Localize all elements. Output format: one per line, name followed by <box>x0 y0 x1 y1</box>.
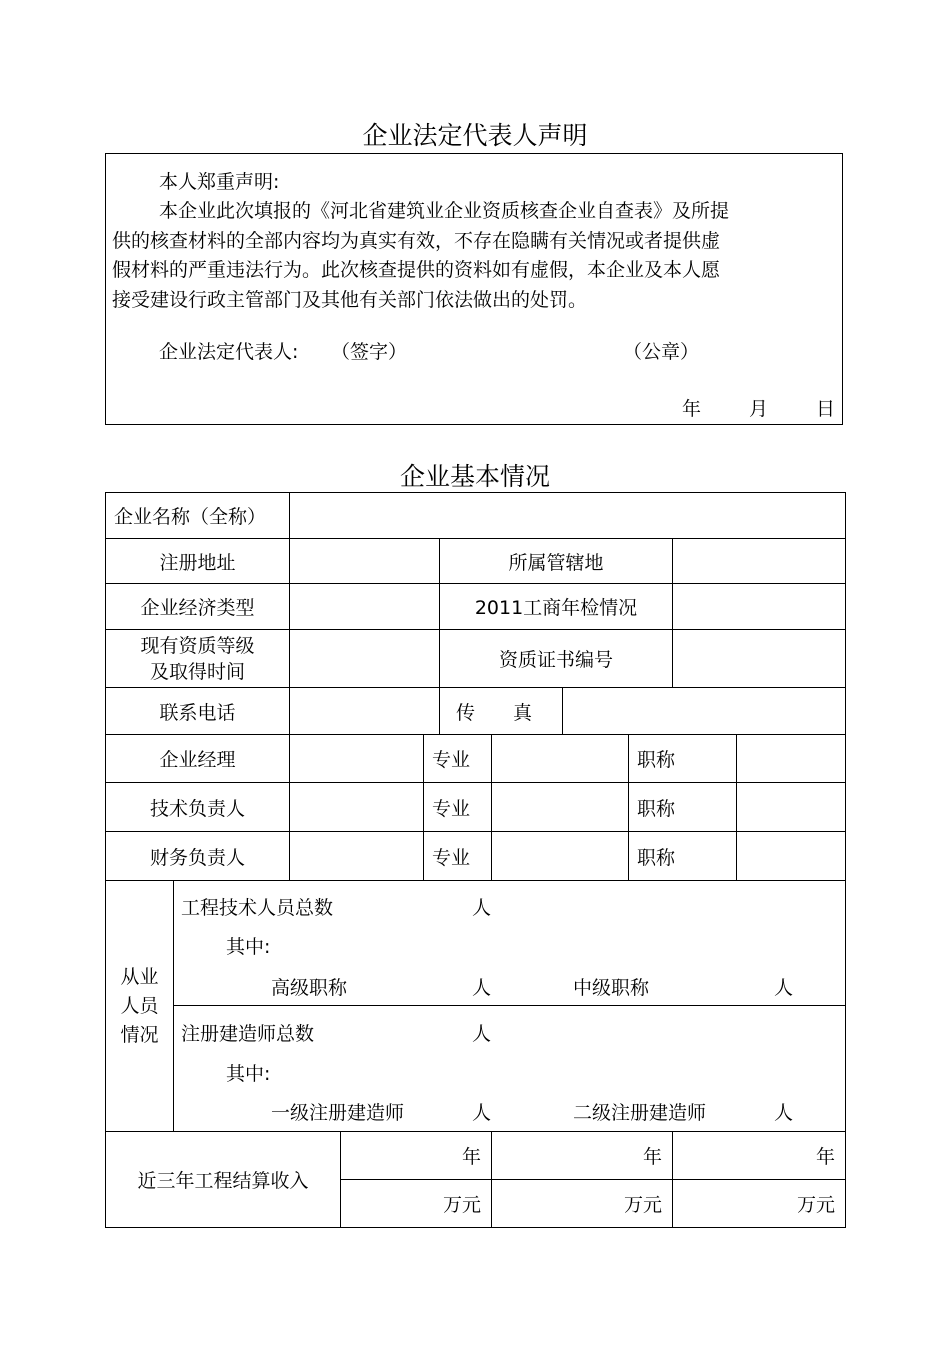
table-row <box>106 688 846 735</box>
constructor-of-which-label: 其中: <box>226 1063 271 1085</box>
qualification-value[interactable] <box>290 630 440 688</box>
fax-value[interactable] <box>563 688 846 735</box>
tech-lead-major-label: 专业 <box>424 783 492 832</box>
finance-lead-major-label: 专业 <box>424 832 492 881</box>
table-row <box>106 832 846 881</box>
table-row <box>106 539 846 584</box>
manager-major-value[interactable] <box>492 735 629 783</box>
phone-label: 联系电话 <box>106 688 290 735</box>
finance-lead-title-label: 职称 <box>629 832 737 881</box>
staff-section-label <box>106 881 174 1132</box>
table-row <box>106 584 846 630</box>
income-amount-1[interactable]: 万元 <box>341 1180 492 1228</box>
reg-address-value[interactable] <box>290 539 440 584</box>
senior-title-label: 高级职称 <box>271 977 348 999</box>
tech-lead-title-value[interactable] <box>737 783 846 832</box>
company-name-value[interactable] <box>290 493 846 539</box>
middle-title-unit: 人 <box>774 977 794 999</box>
tech-lead-title-label: 职称 <box>629 783 737 832</box>
econ-type-value[interactable] <box>290 584 440 630</box>
legal-rep-label: 企业法定代表人: <box>159 341 299 363</box>
income-label: 近三年工程结算收入 <box>106 1132 341 1228</box>
jurisdiction-value[interactable] <box>673 539 846 584</box>
staff-section-label-line-1: 从业 <box>120 965 159 988</box>
date-month-label: 月 <box>749 398 769 420</box>
declaration-title: 企业法定代表人声明 <box>362 121 588 150</box>
declaration-line-1: 本企业此次填报的《河北省建筑业企业资质核查企业自查表》及所提 <box>159 200 730 222</box>
table-row <box>106 493 846 539</box>
senior-title-unit: 人 <box>472 977 492 999</box>
table-row <box>106 1006 846 1132</box>
table-row <box>106 1132 846 1180</box>
income-year-3[interactable]: 年 <box>673 1132 846 1180</box>
date-year-label: 年 <box>682 398 702 420</box>
basic-info-title: 企业基本情况 <box>399 462 550 491</box>
company-name-label: 企业名称（全称） <box>106 493 290 539</box>
manager-major-label: 专业 <box>424 735 492 783</box>
jurisdiction-label: 所属管辖地 <box>440 539 673 584</box>
manager-title-value[interactable] <box>737 735 846 783</box>
cert-no-label: 资质证书编号 <box>440 630 673 688</box>
finance-lead-major-value[interactable] <box>492 832 629 881</box>
constructor-total-label: 注册建造师总数 <box>181 1023 315 1045</box>
first-class-constructor-label: 一级注册建造师 <box>271 1102 405 1124</box>
manager-title-label: 职称 <box>629 735 737 783</box>
qualification-label <box>106 630 290 688</box>
finance-lead-title-value[interactable] <box>737 832 846 881</box>
declaration-line-4: 接受建设行政主管部门及其他有关部门依法做出的处罚。 <box>112 289 588 311</box>
constructor-staff-cell <box>174 1006 846 1132</box>
second-class-constructor-label: 二级注册建造师 <box>573 1102 707 1124</box>
income-year-2[interactable]: 年 <box>492 1132 673 1180</box>
tech-lead-value[interactable] <box>290 783 424 832</box>
declaration-box <box>105 153 843 425</box>
tech-lead-label: 技术负责人 <box>106 783 290 832</box>
phone-value[interactable] <box>290 688 440 735</box>
cert-no-value[interactable] <box>673 630 846 688</box>
date-day-label: 日 <box>816 398 836 420</box>
econ-type-label: 企业经济类型 <box>106 584 290 630</box>
middle-title-label: 中级职称 <box>573 977 650 999</box>
table-row <box>106 735 846 783</box>
basic-info-table <box>105 492 846 1228</box>
signature-label: （签字） <box>331 341 408 363</box>
first-class-constructor-unit: 人 <box>472 1102 492 1124</box>
tech-of-which-label: 其中: <box>226 936 271 958</box>
manager-label: 企业经理 <box>106 735 290 783</box>
declaration-line-2: 供的核查材料的全部内容均为真实有效，不存在隐瞒有关情况或者提供虚 <box>112 230 721 252</box>
finance-lead-value[interactable] <box>290 832 424 881</box>
second-class-constructor-unit: 人 <box>774 1102 794 1124</box>
tech-staff-cell <box>174 881 846 1006</box>
declaration-heading: 本人郑重声明: <box>159 171 280 193</box>
table-row <box>106 881 846 1006</box>
reg-address-label: 注册地址 <box>106 539 290 584</box>
annual-check-label: 2011工商年检情况 <box>440 584 673 630</box>
tech-total-unit: 人 <box>472 897 492 919</box>
income-amount-3[interactable]: 万元 <box>673 1180 846 1228</box>
finance-lead-label: 财务负责人 <box>106 832 290 881</box>
staff-section-label-line-2: 人员 <box>120 994 159 1017</box>
income-year-1[interactable]: 年 <box>341 1132 492 1180</box>
qualification-label-line-2: 及取得时间 <box>150 660 246 683</box>
seal-label: （公章） <box>623 341 700 363</box>
qualification-label-line-1: 现有资质等级 <box>140 634 255 657</box>
table-row <box>106 630 846 688</box>
income-amount-2[interactable]: 万元 <box>492 1180 673 1228</box>
fax-label: 传 真 <box>440 688 563 735</box>
table-row <box>106 783 846 832</box>
staff-section-label-line-3: 情况 <box>120 1023 159 1046</box>
manager-value[interactable] <box>290 735 424 783</box>
tech-total-label: 工程技术人员总数 <box>181 897 334 919</box>
constructor-total-unit: 人 <box>472 1023 492 1045</box>
tech-lead-major-value[interactable] <box>492 783 629 832</box>
annual-check-value[interactable] <box>673 584 846 630</box>
declaration-line-3: 假材料的严重违法行为。此次核查提供的资料如有虚假，本企业及本人愿 <box>112 259 721 281</box>
